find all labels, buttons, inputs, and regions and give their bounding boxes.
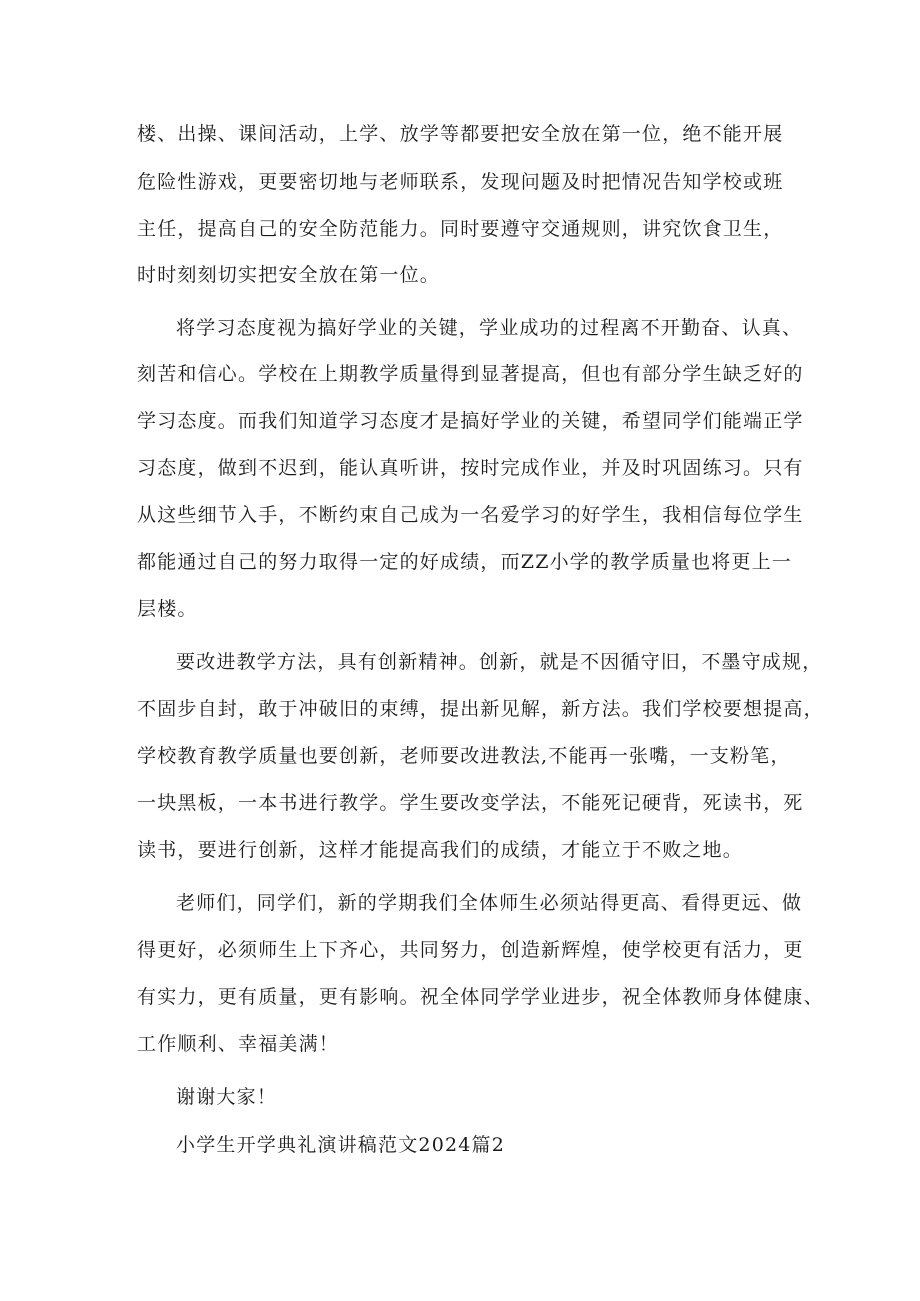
text-line: 不固步自封，敢于冲破旧的束缚，提出新见解，新方法。我们学校要想提高， xyxy=(137,698,824,720)
section-heading: 小学生开学典礼演讲稿范文2024篇2 xyxy=(176,1134,506,1156)
paragraph-first-line: 将学习态度视为搞好学业的关键，学业成功的过程离不开勤奋、认真、 xyxy=(176,317,803,339)
text-line: 刻苦和信心。学校在上期教学质量得到显著提高，但也有部分学生缺乏好的 xyxy=(137,363,804,385)
text-line: 有实力，更有质量，更有影响。祝全体同学学业进步，祝全体教师身体健康、 xyxy=(137,986,824,1008)
text-line: 习态度，做到不迟到，能认真听讲，按时完成作业，并及时巩固练习。只有 xyxy=(137,457,804,479)
closing-thanks: 谢谢大家！ xyxy=(176,1086,278,1108)
text-line: 工作顺利、幸福美满！ xyxy=(137,1033,340,1055)
text-line: 读书，要进行创新，这样才能提高我们的成绩，才能立于不败之地。 xyxy=(137,839,744,861)
text-line: 学校教育教学质量也要创新，老师要改进教法,不能再一张嘴，一支粉笔， xyxy=(137,745,791,767)
text-line: 学习态度。而我们知道学习态度才是搞好学业的关键，希望同学们能端正学 xyxy=(137,410,804,432)
text-line: 都能通过自己的努力取得一定的好成绩，而ZZ小学的教学质量也将更上一 xyxy=(137,551,793,573)
text-line: 层楼。 xyxy=(137,598,198,620)
text-line: 楼、出操、课间活动，上学、放学等都要把安全放在第一位，绝不能开展 xyxy=(137,123,784,145)
text-line: 从这些细节入手，不断约束自己成为一名爱学习的好学生，我相信每位学生 xyxy=(137,504,804,526)
paragraph-first-line: 要改进教学方法，具有创新精神。创新，就是不因循守旧，不墨守成规， xyxy=(176,651,823,673)
text-line: 主任，提高自己的安全防范能力。同时要遵守交通规则，讲究饮食卫生， xyxy=(137,218,784,240)
text-line: 危险性游戏，更要密切地与老师联系，发现问题及时把情况告知学校或班 xyxy=(137,171,784,193)
text-line: 得更好，必须师生上下齐心，共同努力，创造新辉煌，使学校更有活力，更 xyxy=(137,939,804,961)
text-line: 一块黑板，一本书进行教学。学生要改变学法，不能死记硬背，死读书，死 xyxy=(137,792,804,814)
paragraph-first-line: 老师们，同学们，新的学期我们全体师生必须站得更高、看得更远、做 xyxy=(176,892,803,914)
text-line: 时时刻刻切实把安全放在第一位。 xyxy=(137,264,441,286)
